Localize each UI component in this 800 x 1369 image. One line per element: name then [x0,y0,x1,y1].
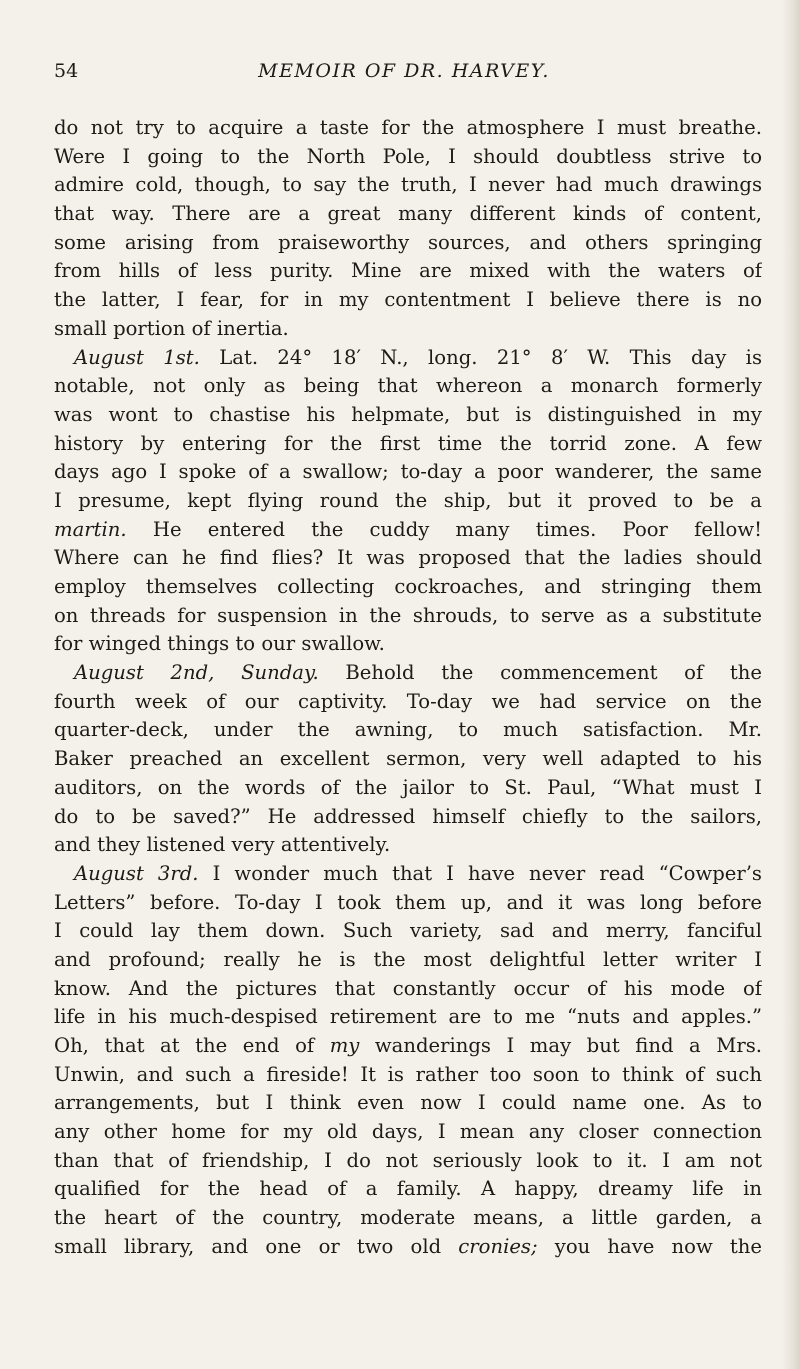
line-text: I could lay them down. Such variety, sad and merry, fanciful [54,919,762,943]
line-text: Baker preached an excellent sermon, very well adapted to his [54,747,762,771]
text-line [54,372,762,401]
text-line [54,458,762,487]
text-line [54,1147,762,1176]
text-line [54,860,762,889]
text-line [54,1233,762,1262]
text-line [54,315,762,344]
entry-date: martin. [54,517,127,541]
line-text: the latter, I fear, for in my contentment I believe there is no [54,288,762,312]
running-head: MEMOIR OF DR. HARVEY. [258,60,550,82]
text-line [54,286,762,315]
text-line [54,573,762,602]
text-line [54,630,762,659]
text-line [54,602,762,631]
line-text: days ago I spoke of a swallow; to-day a poor wanderer, the same [54,460,762,484]
line-text: life in his much-despised retirement are to me “nuts and apples.” [54,1005,762,1029]
text-line [54,1175,762,1204]
text-line [54,171,762,200]
line-text: Letters” before. To-day I took them up, and it was long before [54,890,762,914]
line-text: do to be saved?” He addressed himself chiefly to the sailors, [54,804,762,828]
line-text: fourth week of our captivity. To-day we had service on the [54,689,762,713]
emphasis: my [314,1034,360,1057]
entry-date: August 2nd, Sunday. [74,661,319,685]
page-edge [782,0,800,1369]
text-line [54,1089,762,1118]
entry-date: August 1st. [74,345,200,369]
line-text: auditors, on the words of the jailor to St. Paul, “What must I [54,775,762,799]
line-text: any other home for my old days, I mean any closer connection [54,1120,762,1144]
line-text: some arising from praiseworthy sources, and others springing [54,230,762,254]
line-text: I presume, kept flying round the ship, but it proved to be a [54,488,762,512]
line-text: Behold the commencement of the [318,661,762,685]
text-line [54,200,762,229]
text-line [54,344,762,373]
line-text: than that of friendship, I do not seriously look to it. I am not [54,1148,762,1172]
line-text: notable, not only as being that whereon a monarch formerly [54,374,762,398]
line-text: for winged things to our swallow. [54,632,385,656]
text-line [54,745,762,774]
line-text: know. And the pictures that constantly occur of his mode of [54,976,762,1000]
text-line [54,831,762,860]
text-line [54,688,762,717]
text-line [54,946,762,975]
line-text: on threads for suspension in the shrouds, to serve as a substitute [54,603,762,627]
text-line [54,1118,762,1147]
text-line [54,774,762,803]
body-text [54,114,762,1262]
text-line [54,917,762,946]
line-text: and they listened very attentively. [54,833,391,857]
line-text: Oh, that at the end of [54,1034,315,1057]
line-text: He entered the cuddy many times. Poor fellow! [126,517,762,541]
line-text: was wont to chastise his helpmate, but is distinguished in my [54,402,762,426]
text-line [54,1061,762,1090]
text-line [54,114,762,143]
line-text: Lat. 24° 18′ N., long. 21° 8′ W. This day is [199,345,762,369]
line-text: you have now the [537,1234,762,1258]
text-line [54,1003,762,1032]
text-line [54,659,762,688]
text-line [54,430,762,459]
line-text: small portion of inertia. [54,316,289,340]
line-text: the heart of the country, moderate means, a little garden, a [54,1206,762,1230]
line-text: admire cold, though, to say the truth, I never had much drawings [54,173,762,197]
line-text: wanderings I may but find a Mrs. [359,1034,762,1057]
text-line [54,889,762,918]
text-line [54,143,762,172]
text-line [54,487,762,516]
text-line [54,401,762,430]
emphasis: cronies; [441,1234,538,1258]
line-text: and profound; really he is the most delightful letter writer I [54,947,762,971]
entry-date: August 3rd. [74,861,199,885]
text-line [54,544,762,573]
line-text: Unwin, and such a fireside! It is rather too soon to think of such [54,1062,762,1086]
line-text: Where can he find flies? It was proposed that the ladies should [54,546,762,570]
line-text: I wonder much that I have never read “Cowper’s [198,861,762,885]
text-line [54,257,762,286]
line-text: do not try to acquire a taste for the atmosphere I must breathe. [54,116,762,139]
line-text: quarter-deck, under the awning, to much satisfaction. Mr. [54,718,762,742]
line-text: arrangements, but I think even now I could name one. As to [54,1091,762,1115]
text-line [54,716,762,745]
text-line [54,1204,762,1233]
line-text: Were I going to the North Pole, I should doubtless strive to [54,144,762,168]
line-text: history by entering for the first time the torrid zone. A few [54,431,762,455]
text-line [54,229,762,258]
text-line [54,803,762,832]
text-line [54,1032,762,1061]
line-text: employ themselves collecting cockroaches, and stringing them [54,575,762,598]
page-header [54,60,754,90]
line-text: from hills of less purity. Mine are mixed with the waters of [54,259,762,283]
line-text: that way. There are a great many different kinds of content, [54,202,762,226]
text-line [54,516,762,545]
line-text: qualified for the head of a family. A happy, dreamy life in [54,1177,762,1201]
line-text: small library, and one or two old [54,1234,442,1258]
page-number: 54 [54,60,79,82]
text-line [54,975,762,1004]
